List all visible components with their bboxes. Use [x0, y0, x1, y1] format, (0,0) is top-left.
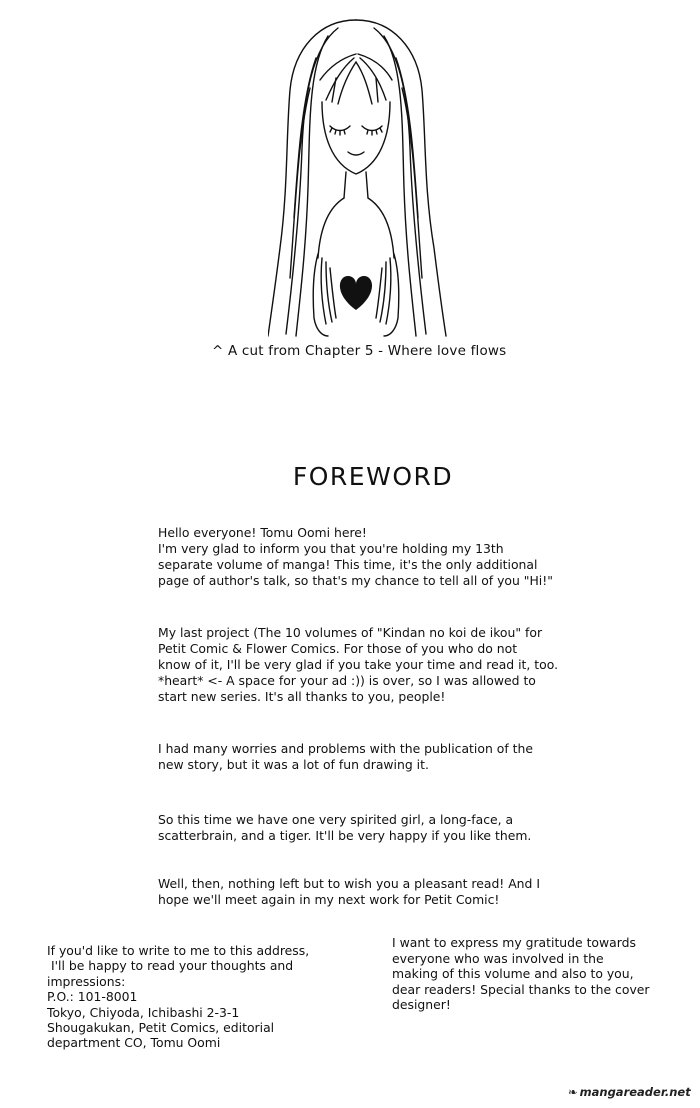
- illustration-caption: ^ A cut from Chapter 5 - Where love flows: [212, 343, 507, 359]
- heart-icon: [340, 276, 372, 310]
- watermark-text: mangareader.net: [579, 1085, 691, 1099]
- text-line: start new series. It's all thanks to you, people!: [158, 688, 446, 704]
- text-line: impressions:: [47, 973, 126, 989]
- text-line: *heart* <- A space for your ad :)) is over, so I was allowed to: [158, 672, 536, 688]
- paragraph-last-project: [158, 625, 598, 705]
- foreword-title: FOREWORD: [292, 462, 454, 491]
- text-line: My last project (The 10 volumes of "Kindan no koi de ikou" for: [158, 625, 543, 640]
- text-line: Tokyo, Chiyoda, Ichibashi 2-3-1: [47, 1004, 240, 1020]
- text-line: making of this volume and also to you,: [392, 966, 634, 982]
- bird-logo-icon: ❧: [568, 1085, 578, 1099]
- paragraph-greeting: [158, 525, 598, 589]
- text-line: hope we'll meet again in my next work for Petit Comic!: [158, 891, 500, 907]
- text-line: page of author's talk, so that's my chance to tell all of you "Hi!": [158, 572, 553, 588]
- text-line: scatterbrain, and a tiger. It'll be very happy if you like them.: [158, 827, 532, 843]
- text-line: If you'd like to write to me to this address,: [47, 943, 310, 958]
- text-line: Hello everyone! Tomu Oomi here!: [158, 525, 367, 540]
- text-line: Shougakukan, Petit Comics, editorial: [47, 1020, 275, 1036]
- text-line: So this time we have one very spirited girl, a long-face, a: [158, 812, 514, 827]
- text-line: department CO, Tomu Oomi: [47, 1035, 221, 1051]
- text-line: new story, but it was a lot of fun drawing it.: [158, 756, 429, 772]
- text-line: Petit Comic & Flower Comics. For those of you who do not: [158, 640, 518, 656]
- text-line: everyone who was involved in the: [392, 950, 604, 966]
- site-watermark: [568, 1085, 691, 1099]
- text-line: I had many worries and problems with the publication of the: [158, 741, 533, 756]
- text-line: I want to express my gratitude towards: [392, 935, 636, 950]
- text-line: P.O.: 101-8001: [47, 989, 138, 1005]
- paragraph-characters: [158, 812, 598, 844]
- text-line: know of it, I'll be very glad if you take your time and read it, too.: [158, 656, 559, 672]
- text-line: Well, then, nothing left but to wish you a pleasant read! And I: [158, 876, 540, 891]
- gratitude-block: [392, 935, 692, 1013]
- text-line: I'm very glad to inform you that you're holding my 13th: [158, 540, 504, 556]
- text-line: I'll be happy to read your thoughts and: [47, 958, 294, 974]
- paragraph-closing: [158, 876, 598, 908]
- mailing-address-block: [47, 943, 357, 1051]
- paragraph-worries: [158, 741, 598, 773]
- text-line: dear readers! Special thanks to the cover: [392, 981, 650, 997]
- girl-illustration: [268, 18, 448, 344]
- text-line: designer!: [392, 997, 451, 1013]
- text-line: separate volume of manga! This time, it's the only additional: [158, 556, 538, 572]
